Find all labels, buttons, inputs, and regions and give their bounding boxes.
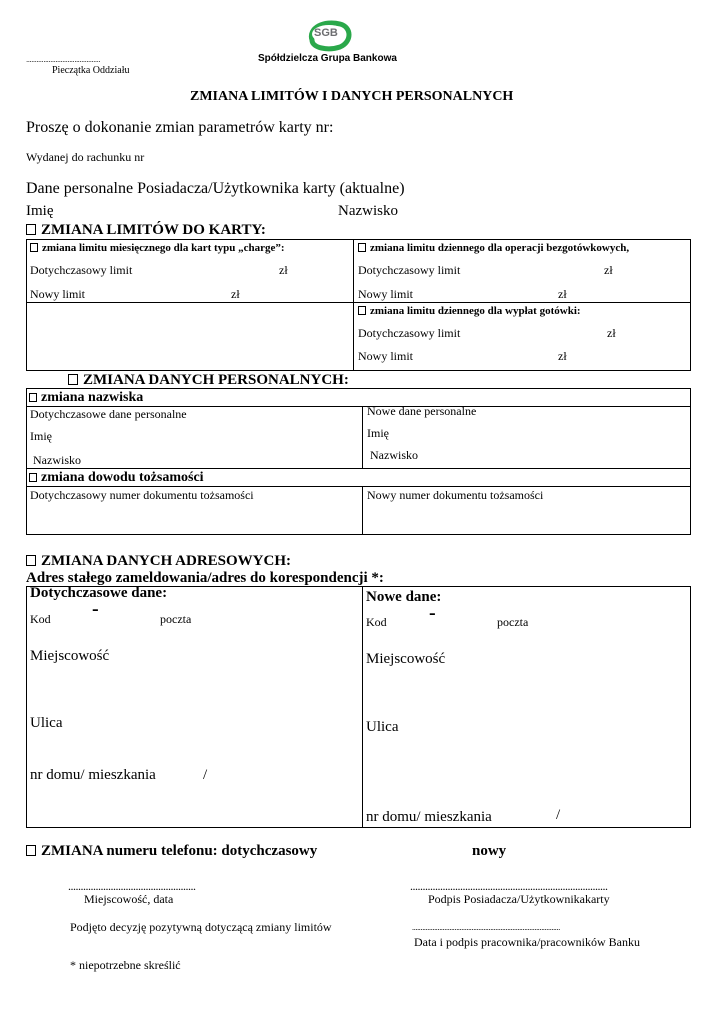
cash-current-label: Dotychczasowy limit — [358, 326, 461, 340]
current-post-office-label: poczta — [160, 612, 192, 626]
limits-row-divider — [26, 302, 691, 303]
stamp-line: ........................................... — [26, 55, 101, 64]
phone-change-checkbox[interactable] — [26, 845, 36, 856]
place-date-label: Miejscowość, data — [84, 892, 174, 906]
current-street-label: Ulica — [30, 715, 63, 731]
daily-cashless-checkbox[interactable] — [358, 243, 366, 252]
staff-signature-line: ....................................................................................... — [412, 923, 560, 932]
decision-label: Podjęto decyzję pozytywną dotyczącą zmiany limitów — [70, 920, 332, 934]
first-name-label: Imię — [26, 203, 54, 219]
new-personal-label: Nowe dane personalne — [367, 404, 477, 418]
phone-new-label: nowy — [472, 843, 507, 859]
personal-row-2 — [26, 468, 691, 469]
current-address-title: Dotychczasowe dane: — [30, 585, 168, 601]
current-first-name: Imię — [30, 429, 52, 443]
page-title: ZMIANA LIMITÓW I DANYCH PERSONALNYCH — [190, 89, 514, 104]
cashless-new-label: Nowy limit — [358, 287, 414, 301]
daily-cash-checkbox[interactable] — [358, 306, 366, 315]
current-city-label: Miejscowość — [30, 648, 110, 664]
personal-row-3 — [26, 486, 691, 487]
current-last-name: Nazwisko — [33, 453, 81, 467]
cash-new-currency: zł — [558, 349, 567, 363]
current-id-label: Dotychczasowy numer dokumentu tożsamości — [30, 488, 254, 502]
new-id-label: Nowy numer dokumentu tożsamości — [367, 488, 544, 502]
cash-current-currency: zł — [607, 326, 616, 340]
surname-change-checkbox[interactable] — [29, 393, 37, 402]
limits-divider — [353, 239, 354, 371]
footnote: * niepotrzebne skreślić — [70, 958, 181, 972]
last-name-label: Nazwisko — [338, 203, 398, 219]
card-number-request: Proszę o dokonanie zmian parametrów karty nr: — [26, 119, 334, 136]
place-date-line: ................................................... — [68, 879, 196, 893]
monthly-current-label: Dotychczasowy limit — [30, 263, 133, 277]
bank-name: Spółdzielcza Grupa Bankowa — [258, 53, 397, 64]
address-table — [26, 586, 691, 828]
cashless-current-label: Dotychczasowy limit — [358, 263, 461, 277]
address-checkbox[interactable] — [26, 555, 36, 566]
stamp-label: Pieczątka Oddziału — [52, 65, 130, 76]
new-house-slash: / — [556, 807, 561, 823]
monthly-limit-option: zmiana limitu miesięcznego dla kart typu „charge”: — [30, 242, 285, 254]
new-city-label: Miejscowość — [366, 651, 446, 667]
monthly-new-currency: zł — [231, 287, 240, 301]
current-house-label: nr domu/ mieszkania — [30, 767, 156, 783]
daily-cash-option: zmiana limitu dziennego dla wypłat gotówki: — [358, 305, 581, 317]
new-address-title: Nowe dane: — [366, 589, 442, 605]
staff-signature-label: Data i podpis pracownika/pracowników Banku — [414, 935, 640, 949]
current-house-slash: / — [203, 767, 208, 783]
personal-heading: ZMIANA DANYCH PERSONALNYCH: — [68, 372, 349, 389]
new-house-label: nr domu/ mieszkania — [366, 809, 492, 825]
new-postcode-label: Kod — [366, 615, 387, 629]
personal-divider-1 — [362, 406, 363, 468]
current-postcode-label: Kod — [30, 612, 51, 626]
personal-divider-2 — [362, 486, 363, 535]
account-label: Wydanej do rachunku nr — [26, 150, 145, 164]
signature-line: ............................................................................... — [410, 879, 608, 893]
cash-new-label: Nowy limit — [358, 349, 414, 363]
monthly-current-currency: zł — [279, 263, 288, 277]
logo-text: SGB — [314, 27, 338, 39]
new-last-name: Nazwisko — [370, 448, 418, 462]
current-personal-label: Dotychczasowe dane personalne — [30, 407, 187, 421]
current-postcode-dash: - — [92, 598, 99, 620]
monthly-new-label: Nowy limit — [30, 287, 86, 301]
limits-heading: ZMIANA LIMITÓW DO KARTY: — [26, 222, 266, 239]
personal-data-label: Dane personalne Posiadacza/Użytkownika karty (aktualne) — [26, 180, 405, 197]
signature-label: Podpis Posiadacza/Użytkownikakarty — [428, 892, 610, 906]
id-change-option: zmiana dowodu tożsamości — [29, 470, 204, 486]
monthly-limit-checkbox[interactable] — [30, 243, 38, 252]
address-divider — [362, 586, 363, 828]
new-first-name: Imię — [367, 426, 389, 440]
surname-change-option: zmiana nazwiska — [29, 390, 143, 406]
address-heading: ZMIANA DANYCH ADRESOWYCH: — [26, 553, 291, 570]
cashless-new-currency: zł — [558, 287, 567, 301]
phone-change-option: ZMIANA numeru telefonu: dotychczasowy — [26, 843, 317, 860]
new-street-label: Ulica — [366, 719, 399, 735]
cashless-current-currency: zł — [604, 263, 613, 277]
address-subheading: Adres stałego zameldowania/adres do korespondencji *: — [26, 570, 384, 586]
personal-checkbox[interactable] — [68, 374, 78, 385]
id-change-checkbox[interactable] — [29, 473, 37, 482]
limits-checkbox[interactable] — [26, 224, 36, 235]
new-post-office-label: poczta — [497, 615, 529, 629]
daily-cashless-option: zmiana limitu dziennego dla operacji bezgotówkowych, — [358, 242, 629, 254]
new-postcode-dash: - — [429, 602, 436, 624]
